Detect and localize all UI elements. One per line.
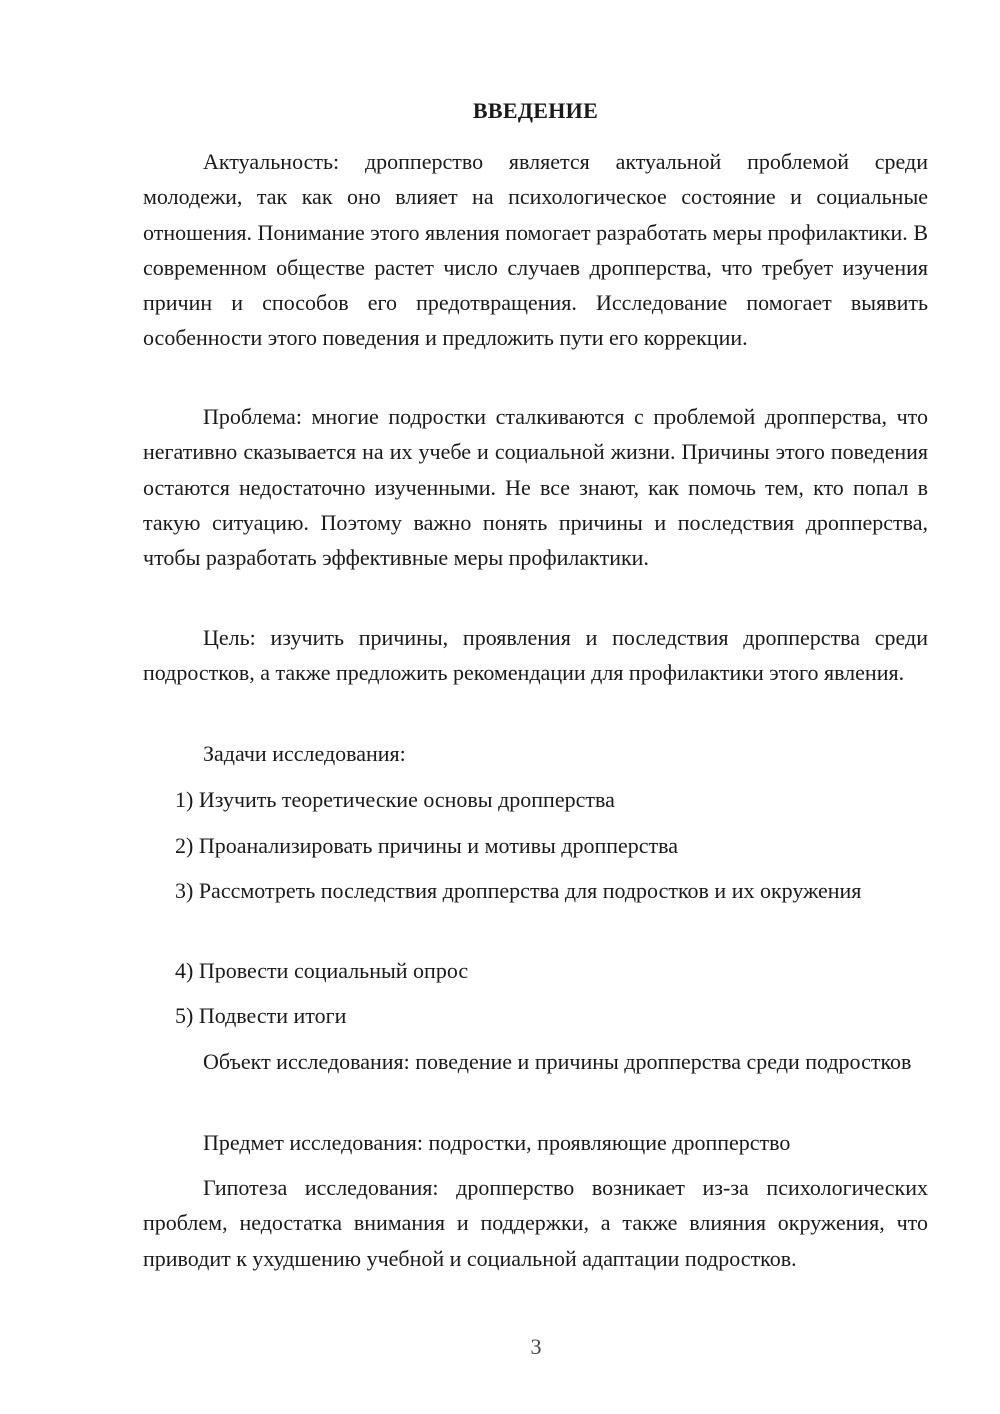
paragraph-subject: Предмет исследования: подростки, проявляющие дропперство: [203, 1130, 791, 1155]
page-title: ВВЕДЕНИЕ: [472, 98, 599, 123]
task-item-4: 4) Провести социальный опрос: [175, 958, 469, 983]
task-item-2: 2) Проанализировать причины и мотивы дропперства: [175, 833, 679, 858]
page-number: 3: [530, 1334, 542, 1359]
task-item-5: 5) Подвести итоги: [175, 1003, 347, 1028]
tasks-heading: Задачи исследования:: [203, 741, 406, 766]
task-item-3: 3) Рассмотреть последствия дропперства для подростков и их окружения: [175, 878, 862, 903]
paragraph-object: Объект исследования: поведение и причины дропперства среди подростков: [203, 1049, 912, 1074]
paragraph-relevance: Актуальность: дропперство является актуальной проблемой среди молодежи, так как оно влияет на психологическое состояние и социальные отношения. Понимание этого явления помогает разработать меры профилактики. В современном обществе растет число случаев дропперства, что требует изучения причин и способов его предотвращения. Исследование помогает выявить особенности этого поведения и предложить пути его коррекции.: [143, 149, 928, 351]
task-item-1: 1) Изучить теоретические основы дропперства: [175, 787, 615, 812]
paragraph-problem: Проблема: многие подростки сталкиваются с проблемой дропперства, что негативно сказывается на их учебе и социальной жизни. Причины этого поведения остаются недостаточно изученными. Не все знают, как помочь тем, кто попал в такую ситуацию. Поэтому важно понять причины и последствия дропперства, чтобы разработать эффективные меры профилактики.: [143, 404, 928, 571]
paragraph-goal: Цель: изучить причины, проявления и последствия дропперства среди подростков, а также предложить рекомендации для профилактики этого явления.: [143, 625, 928, 686]
paragraph-hypothesis: Гипотеза исследования: дропперство возникает из-за психологических проблем, недостатка внимания и поддержки, а также влияния окружения, что приводит к ухудшению учебной и социальной адаптации подростков.: [143, 1175, 928, 1271]
